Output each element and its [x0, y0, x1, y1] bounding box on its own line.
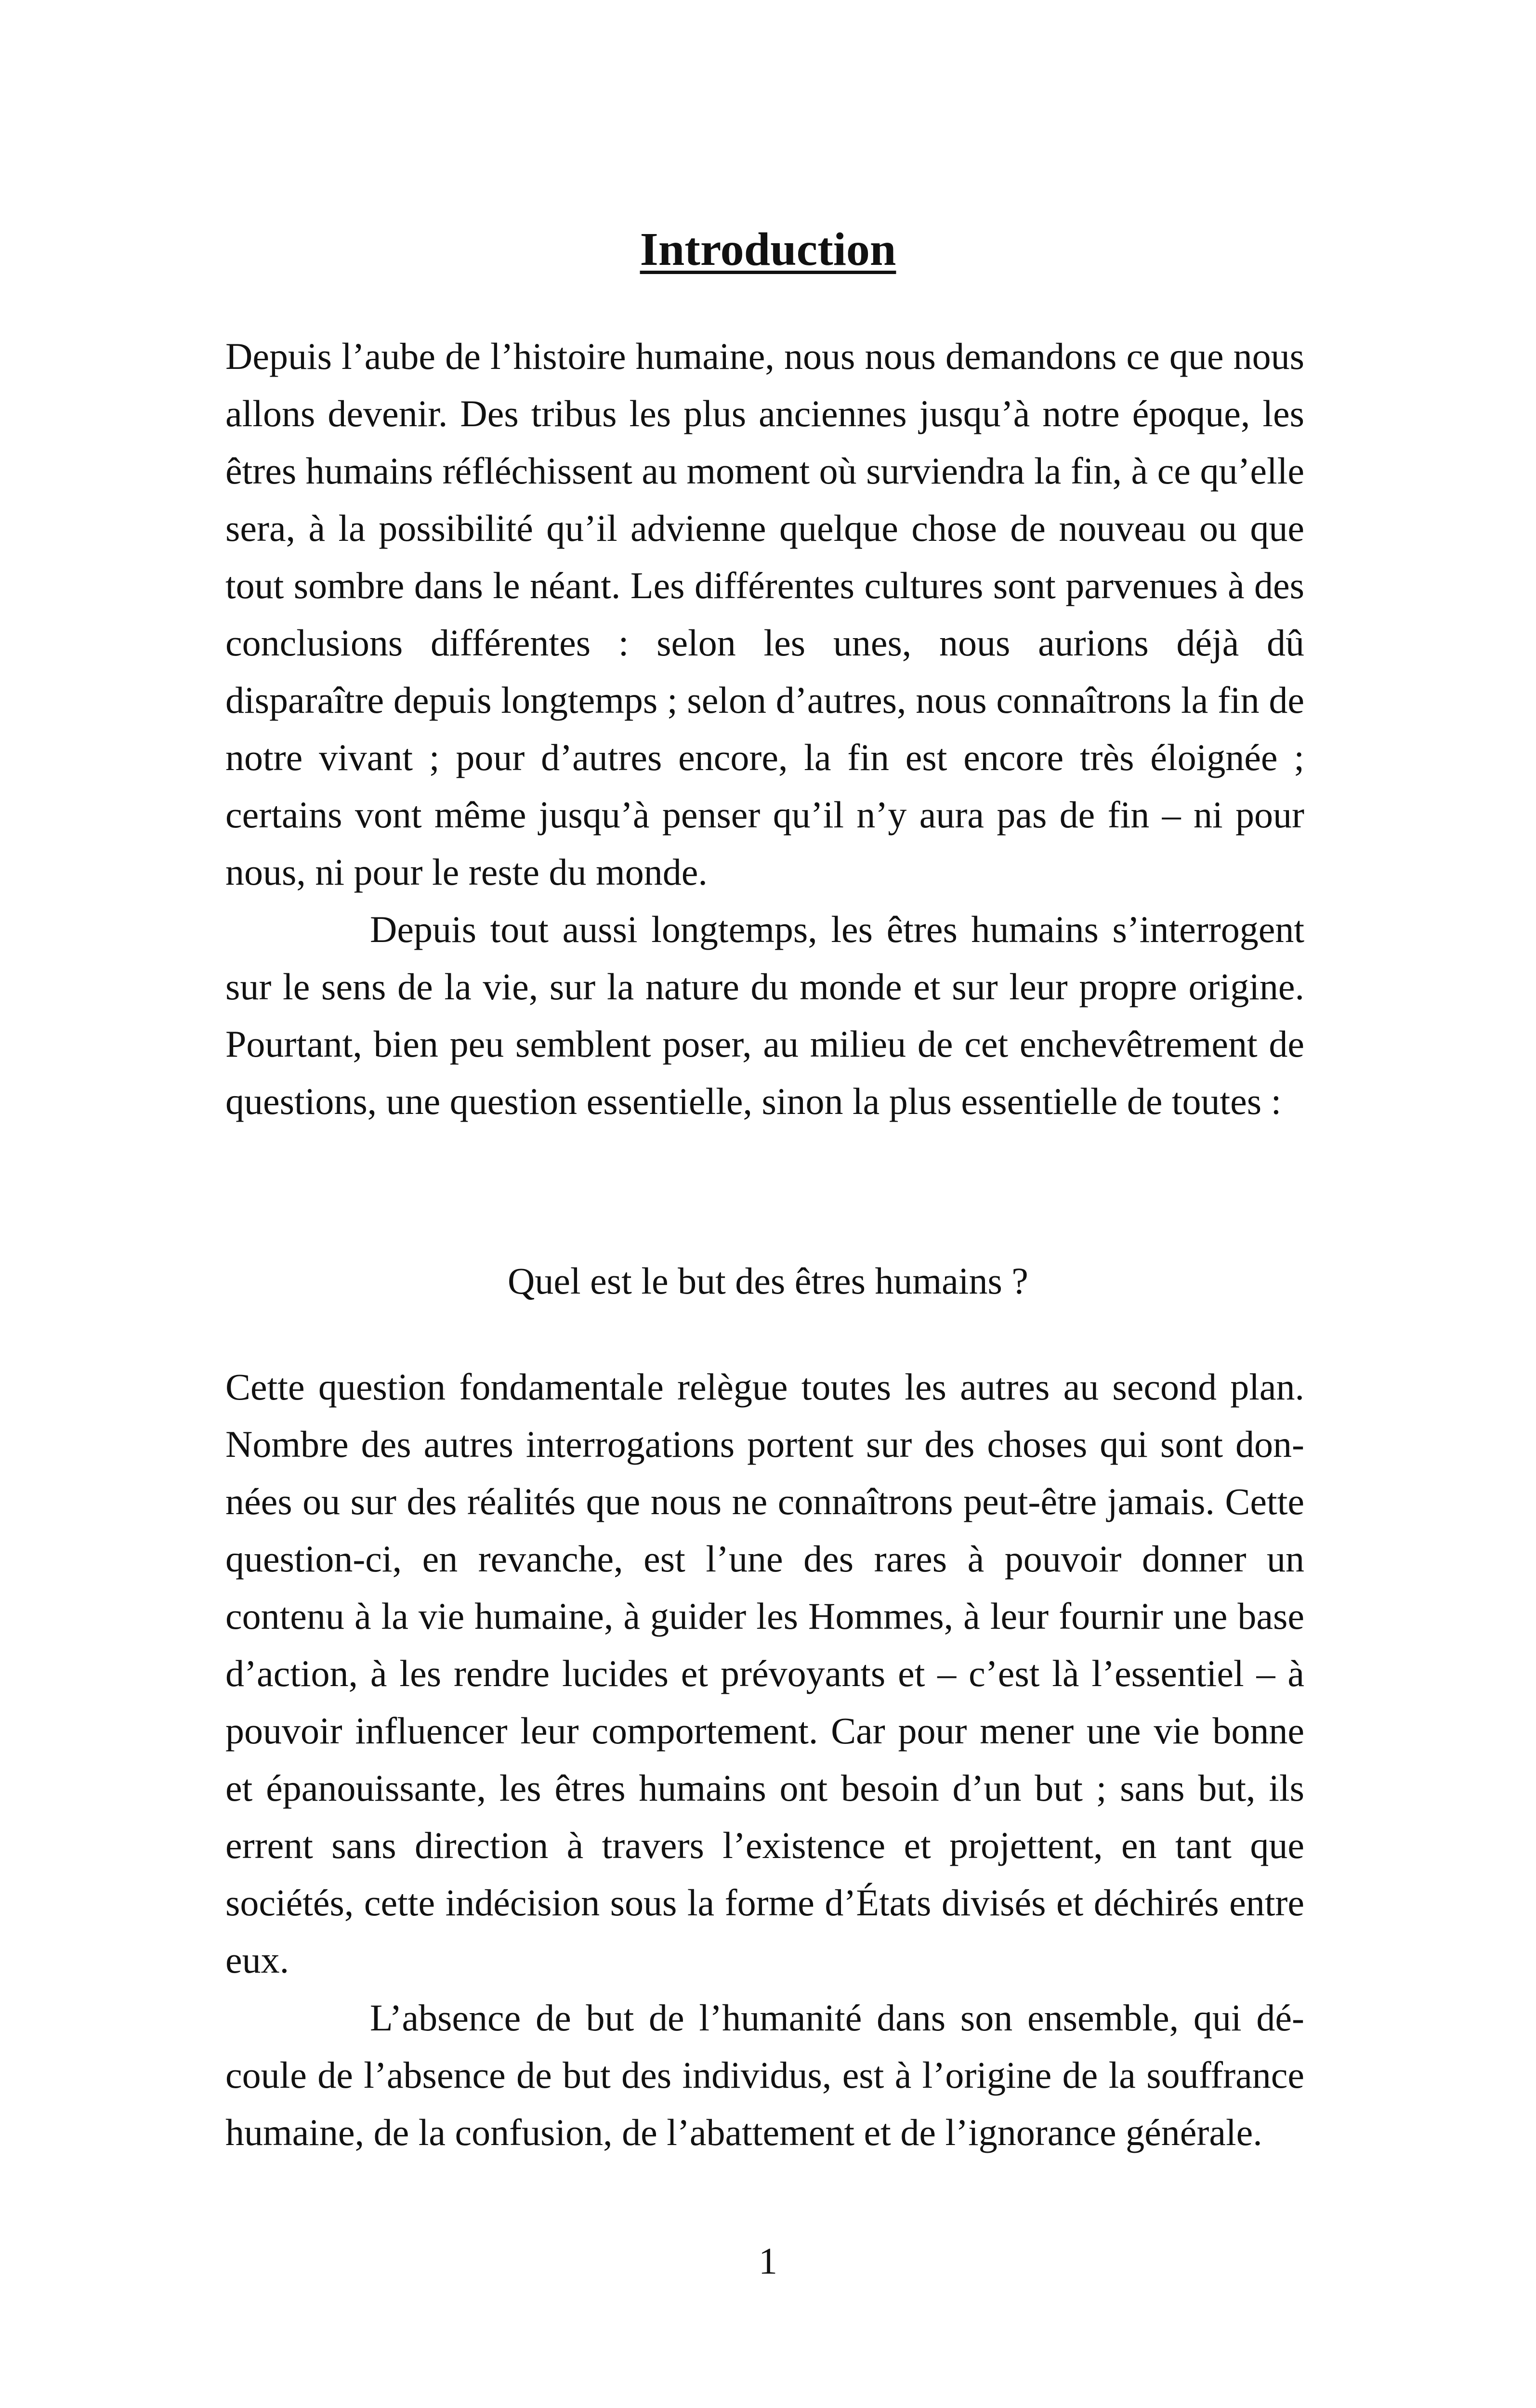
page-title: [0, 221, 1536, 278]
paragraph-1: Depuis l’aube de l’histoire humaine, nous nous demandons ce que nous allons devenir. Des tribus les plus anciennes jusqu’à notre époque, les êtres humains réfléchissent au moment où surviendra la fin, à ce qu’elle sera, à la possibilité qu’il advienne quelque chose de nouveau ou que tout sombre dans le néant. Les différentes cultures sont parvenues à des conclusions différentes : selon les unes, nous aurions déjà dû disparaître depuis longtemps ; selon d’autres, nous connaîtrons la fin de notre vivant ; pour d’autres encore, la fin est encore très éloignée ; certains vont même jusqu’à penser qu’il n’y aura pas de fin – ni pour nous, ni pour le reste du monde.: [225, 335, 1304, 893]
paragraph-2: Depuis tout aussi longtemps, les êtres humains s’interrogent sur le sens de la vie, sur la nature du monde et sur leur propre origine. Pourtant, bien peu semblent poser, au milieu de cet enchevêtrement de questions, une question essentielle, sinon la plus essentielle de toutes :: [225, 908, 1304, 1122]
page-number: 1: [759, 2240, 777, 2282]
page-title-text: Introduction: [640, 223, 896, 275]
paragraph-3: Cette question fondamentale relègue toutes les autres au second plan. Nombre des autres interrogations portent sur des choses qui sont données ou sur des réalités que nous ne connaîtrons peut-être jamais. Cette question-ci, en revanche, est l’une des rares à pouvoir donner un contenu à la vie humaine, à guider les Hommes, à leur fournir une base d’action, à les rendre lucides et prévoyants et – c’est là l’essentiel – à pouvoir influencer leur comportement. Car pour mener une vie bonne et épanouissante, les êtres humains ont besoin d’un but ; sans but, ils errent sans direction à travers l’existence et projettent, en tant que sociétés, cette indécision sous la forme d’États divisés et déchirés entre eux.: [225, 1366, 1304, 1981]
central-question: Quel est le but des êtres humains ?: [508, 1260, 1028, 1302]
paragraph-4: L’absence de but de l’humanité dans son ensemble, qui découle de l’absence de but des individus, est à l’origine de la souffrance humaine, de la confusion, de l’abattement et de l’ignorance générale.: [225, 1997, 1304, 2153]
